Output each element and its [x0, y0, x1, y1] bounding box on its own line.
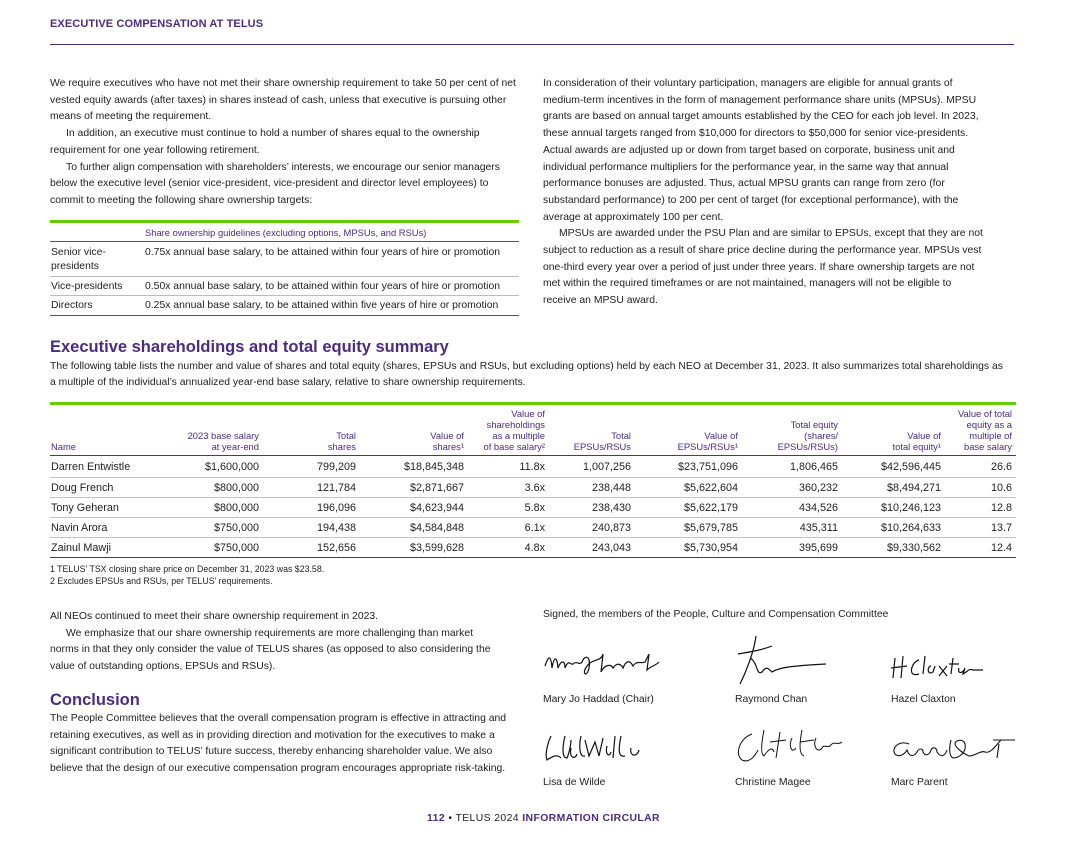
table-cell-epsus: 1,007,256: [582, 461, 631, 473]
table-row-rule: [50, 477, 1016, 478]
guideline-value-vp: 0.50x annual base salary, to be attained within four years of hire or promotion: [145, 281, 501, 292]
footnote-2: 2 Excludes EPSUs and RSUs, per TELUS’ requirements.: [50, 576, 273, 586]
summary-section-title: Executive shareholdings and total equity summary: [50, 338, 449, 356]
guideline-level-vp: Vice-presidents: [51, 281, 123, 292]
table-row-rule: [50, 517, 1016, 518]
table-cell-value-total: $8,494,271: [886, 482, 941, 494]
table-cell-value-epsus: $23,751,096: [677, 461, 738, 473]
guideline-value-senior-vp: 0.75x annual base salary, to be attained within four years of hire or promotion: [145, 247, 501, 258]
signature-raymond-chan-image: [732, 632, 832, 690]
table-cell-equity-multiple: 12.4: [990, 542, 1012, 554]
table-cell-value-epsus: $5,679,785: [683, 522, 738, 534]
signature-marc-parent-image: [889, 734, 1019, 766]
footer-doc-subtitle: INFORMATION CIRCULAR: [522, 813, 660, 824]
conclusion-block: [50, 711, 516, 778]
footer-doc-title: TELUS 2024: [455, 813, 519, 824]
signer-name: Lisa de Wilde: [543, 777, 606, 788]
ownership-paragraph-2: In addition, an executive must continue to hold a number of shares equal to the ownership requirement for one year following retirement.: [50, 128, 480, 156]
ownership-status-block: [50, 609, 500, 676]
conclusion-title: Conclusion: [50, 691, 140, 709]
summary-table-bottom-rule: [50, 557, 1016, 558]
guideline-value-directors: 0.25x annual base salary, to be attained within five years of hire or promotion: [145, 300, 499, 311]
table-cell-multiple: 6.1x: [524, 522, 545, 534]
footnote-1: 1 TELUS’ TSX closing share price on December 31, 2023 was $23.58.: [50, 564, 325, 574]
col-header-shareholding-multiple: Value of shareholdings as a multiple of base salary²: [483, 408, 545, 452]
summary-intro: The following table lists the number and value of shares and total equity (shares, EPSUs and RSUs, but excluding options) held by each NEO at December 31, 2023. It also summarizes total shareholdings as a multiple of the individual’s annualized year-end base salary, relative to share ownership requirements.: [50, 361, 1003, 388]
table-cell-value-shares: $3,599,628: [409, 542, 464, 554]
ownership-paragraph-3: To further align compensation with shareholders’ interests, we encourage our senior managers below the executive level (senior vice-president, vice-president and director level employees) to commit to meeting the following share ownership targets:: [50, 161, 500, 206]
table-cell-total-equity: 395,699: [798, 542, 838, 554]
table-cell-equity-multiple: 12.8: [990, 502, 1012, 514]
table-cell-multiple: 5.8x: [524, 502, 545, 514]
signature-christine-magee-image: [730, 724, 850, 768]
page-header: EXECUTIVE COMPENSATION AT TELUS: [50, 18, 264, 30]
table-cell-multiple: 3.6x: [524, 482, 545, 494]
ownership-paragraph-1: We require executives who have not met their share ownership requirement to take 50 per cent of net vested equity awards (after taxes) in shares instead of cash, unless that executive is pursuing other means of meeting the requirement.: [50, 78, 516, 123]
col-header-total-epsus: Total EPSUs/RSUs: [573, 430, 631, 452]
signer-name: Hazel Claxton: [891, 694, 956, 705]
ownership-status-paragraph-2: We emphasize that our share ownership requirements are more challenging than market norms in that they only consider the value of TELUS shares (as opposed to also considering the value of outstanding options, EPSUs and RSUs).: [50, 627, 491, 673]
summary-header-rule: [50, 455, 1016, 456]
header-divider: [50, 44, 1014, 45]
table-cell-value-shares: $4,623,944: [409, 502, 464, 514]
table-cell-epsus: 238,448: [591, 482, 631, 494]
ownership-status-paragraph-1: All NEOs continued to meet their share ownership requirement in 2023.: [50, 611, 379, 622]
table-row-rule: [50, 537, 1016, 538]
table-cell-shares: 799,209: [316, 461, 356, 473]
table-cell-value-shares: $2,871,667: [409, 482, 464, 494]
table-cell-equity-multiple: 26.6: [990, 461, 1012, 473]
table-cell-multiple: 11.8x: [519, 461, 545, 473]
guideline-level-directors: Directors: [51, 300, 93, 311]
col-header-name: Name: [51, 441, 77, 452]
table-cell-value-epsus: $5,622,604: [683, 482, 738, 494]
col-header-equity-multiple: Value of total equity as a multiple of base salary: [957, 408, 1012, 452]
signer-name: Raymond Chan: [735, 694, 808, 705]
col-header-total-shares: Total shares: [327, 430, 356, 452]
signer-name: Mary Jo Haddad (Chair): [543, 694, 654, 705]
table-cell-multiple: 4.8x: [524, 542, 545, 554]
left-column: [50, 76, 522, 210]
guideline-level-senior-vp: Senior vice-presidents: [51, 247, 106, 272]
guidelines-table-header: Share ownership guidelines (excluding options, MPSUs, and RSUs): [145, 227, 427, 238]
mpsu-paragraph-1: In consideration of their voluntary participation, managers are eligible for annual grants of medium-term incentives in the form of management performance share units (MPSUs). MPSU grants are based on annual target amounts established by the CEO for each job level. In 2023, these annual targets ranged from $10,000 for directors to $50,000 for senior vice-presidents. Actual awards are adjusted up or down from target based on corporate, business unit and individual performance multipliers for the performance year, in the same way that annual performance bonuses are adjusted. Thus, actual MPSU grants can range from zero (for substandard performance) to 200 per cent of target (for exceptional performance), with the average at approximately 100 per cent.: [543, 78, 979, 223]
signature-hazel-claxton-image: [889, 652, 989, 686]
col-header-value-total-equity: Value of total equity¹: [892, 430, 941, 452]
col-header-total-equity: Total equity (shares/ EPSUs/RSUs): [777, 419, 838, 452]
footer-separator: •: [448, 813, 453, 824]
right-column: [543, 76, 983, 310]
table-cell-epsus: 238,430: [591, 502, 631, 514]
signature-mary-jo-haddad-image: [541, 644, 666, 684]
table-cell-total-equity: 1,806,465: [789, 461, 838, 473]
table-cell-equity-multiple: 10.6: [990, 482, 1012, 494]
table-cell-value-epsus: $5,622,179: [683, 502, 738, 514]
table-cell-equity-multiple: 13.7: [990, 522, 1012, 534]
table-cell-name: Navin Arora: [51, 522, 108, 534]
table-cell-shares: 152,656: [316, 542, 356, 554]
table-cell-total-equity: 360,232: [798, 482, 838, 494]
table-cell-salary: $750,000: [213, 522, 259, 534]
page-number: 112: [427, 813, 446, 824]
conclusion-paragraph: The People Committee believes that the overall compensation program is effective in attracting and retaining executives, as well as in providing direction and motivation for the executives to make a significant contribution to TELUS’ future success, thereby enhancing shareholder value. We also believe that the design of our executive compensation program encourages appropriate risk-taking.: [50, 713, 507, 775]
table-cell-value-total: $10,246,123: [880, 502, 941, 514]
table-cell-shares: 121,784: [316, 482, 356, 494]
col-header-value-shares: Value of shares¹: [430, 430, 464, 452]
table-cell-name: Doug French: [51, 482, 114, 494]
table-cell-shares: 194,438: [316, 522, 356, 534]
col-header-salary: 2023 base salary at year-end: [187, 430, 259, 452]
col-header-value-epsus: Value of EPSUs/RSUs¹: [677, 430, 738, 452]
table-cell-name: Darren Entwistle: [51, 461, 131, 473]
signer-name: Marc Parent: [891, 777, 948, 788]
signature-lisa-de-wilde-image: [541, 730, 646, 766]
mpsu-paragraph-2: MPSUs are awarded under the PSU Plan and are similar to EPSUs, except that they are not subject to reduction as a result of share price decline during the performance year. MPSUs vest one-third every year over a period of just under three years. If share ownership targets are not met within the required timeframes or are not maintained, managers will not be eligible to receive an MPSU award.: [543, 228, 983, 307]
signer-name: Christine Magee: [735, 777, 811, 788]
table-cell-salary: $1,600,000: [204, 461, 259, 473]
table-cell-value-total: $10,264,633: [880, 522, 941, 534]
guidelines-row-rule: [50, 276, 519, 277]
table-cell-value-shares: $18,845,348: [403, 461, 464, 473]
page-footer: [0, 813, 1087, 824]
guidelines-row-rule: [50, 295, 519, 296]
signature-intro: Signed, the members of the People, Culture and Compensation Committee: [543, 609, 889, 620]
table-row-rule: [50, 497, 1016, 498]
guidelines-header-rule: [50, 241, 519, 242]
table-cell-value-total: $9,330,562: [886, 542, 941, 554]
table-cell-name: Zainul Mawji: [51, 542, 111, 554]
summary-table-top-rule: [50, 402, 1016, 405]
guidelines-table-top-rule: [50, 220, 519, 223]
table-cell-salary: $800,000: [213, 482, 259, 494]
table-cell-salary: $800,000: [213, 502, 259, 514]
table-cell-value-shares: $4,584,848: [409, 522, 464, 534]
table-cell-name: Tony Geheran: [51, 502, 119, 514]
table-cell-value-total: $42,596,445: [880, 461, 941, 473]
table-cell-total-equity: 434,526: [798, 502, 838, 514]
guidelines-bottom-rule: [50, 315, 519, 316]
table-cell-total-equity: 435,311: [799, 522, 838, 534]
table-cell-value-epsus: $5,730,954: [683, 542, 738, 554]
table-cell-epsus: 240,873: [591, 522, 631, 534]
table-cell-shares: 196,096: [316, 502, 356, 514]
table-cell-epsus: 243,043: [591, 542, 631, 554]
table-cell-salary: $750,000: [213, 542, 259, 554]
